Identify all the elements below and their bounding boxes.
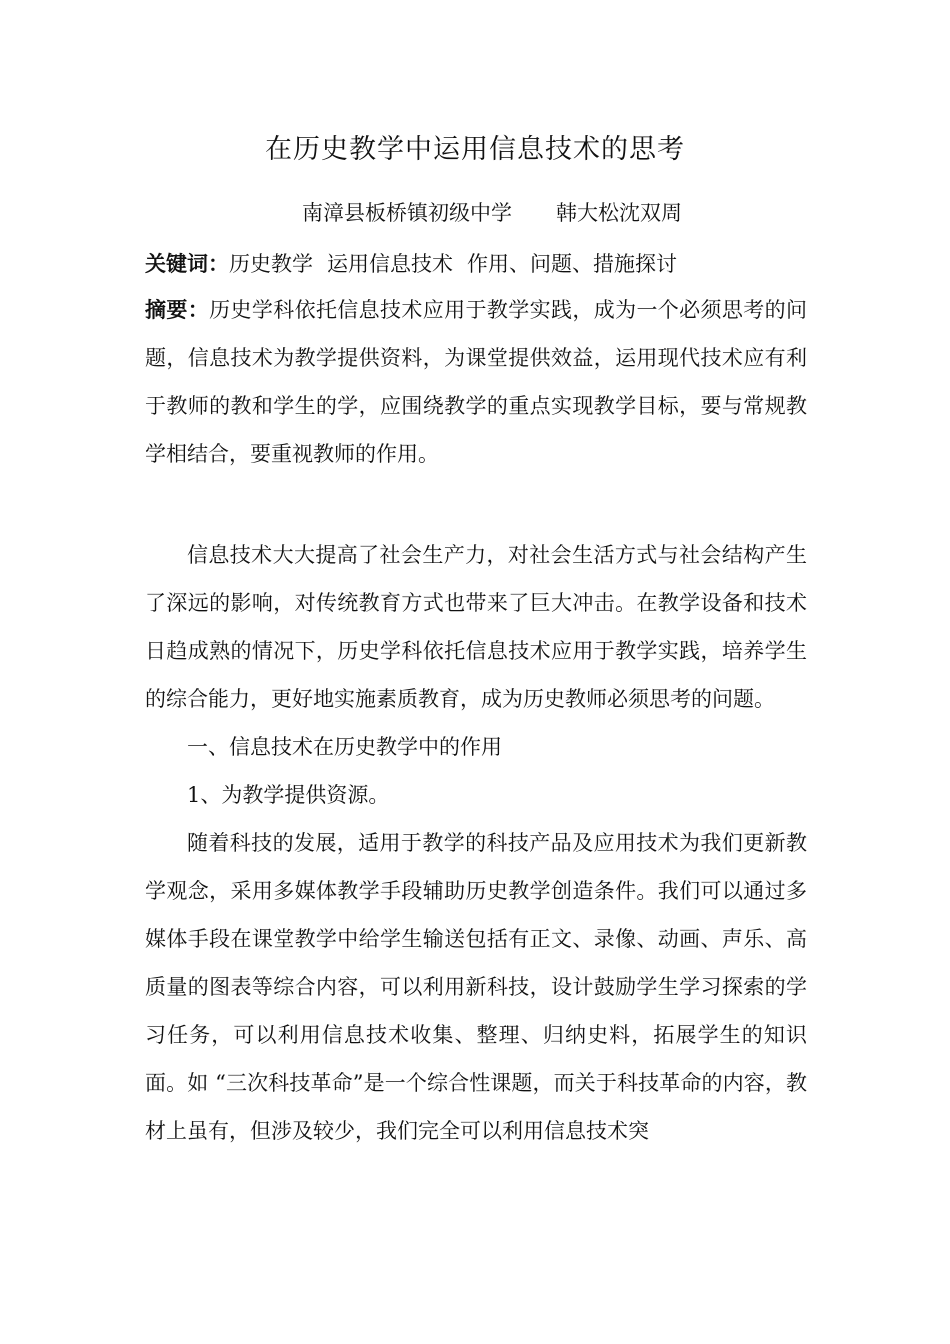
- section-heading: 一、信息技术在历史教学中的作用: [187, 735, 502, 759]
- abstract-text: 历史学科依托信息技术应用于教学实践，成为一个必须思考的问题，信息技术为教学提供资料，为课堂提供效益，运用现代技术应有利于教师的教和学生的学，应围绕教学的重点实现教学目标，要与常规教学相结合，要重视教师的作用。: [145, 298, 808, 466]
- keywords-label: 关键词：: [145, 251, 229, 276]
- subsection-heading: 1、为教学提供资源。: [187, 783, 390, 807]
- author-names: 韩大松沈双周: [556, 201, 682, 225]
- body-paragraph: 随着科技的发展，适用于教学的科技产品及应用技术为我们更新教学观念，采用多媒体教学手段辅助历史教学创造条件。我们可以通过多媒体手段在课堂教学中给学生输送包括有正文、录像、动画、声乐、高质量的图表等综合内容，可以利用新科技，设计鼓励学生学习探索的学习任务，可以利用信息技术收集、整理、归纳史料，拓展学生的知识面。如 “三次科技革命”是一个综合性课题，而关于科技革命的内容，教材上虽有，但涉及较少，我们完全可以利用信息技术突: [145, 831, 807, 1143]
- main-body: [145, 531, 807, 1155]
- school-name: 南漳县板桥镇初级中学: [302, 201, 512, 225]
- author-byline: [302, 193, 682, 233]
- abstract-block: [145, 286, 807, 478]
- keyword-item: 历史教学: [229, 252, 313, 276]
- intro-paragraph: 信息技术大大提高了社会生产力，对社会生活方式与社会结构产生了深远的影响，对传统教育方式也带来了巨大冲击。在教学设备和技术日趋成熟的情况下，历史学科依托信息技术应用于教学实践，培养学生的综合能力，更好地实施素质教育，成为历史教师必须思考的问题。: [145, 543, 807, 711]
- keywords-line: [145, 240, 807, 288]
- keyword-item: 运用信息技术: [327, 252, 453, 276]
- keyword-item: 作用、问题、措施探讨: [467, 252, 677, 276]
- document-title: 在历史教学中运用信息技术的思考: [265, 134, 685, 165]
- abstract-label: 摘要：: [145, 297, 210, 322]
